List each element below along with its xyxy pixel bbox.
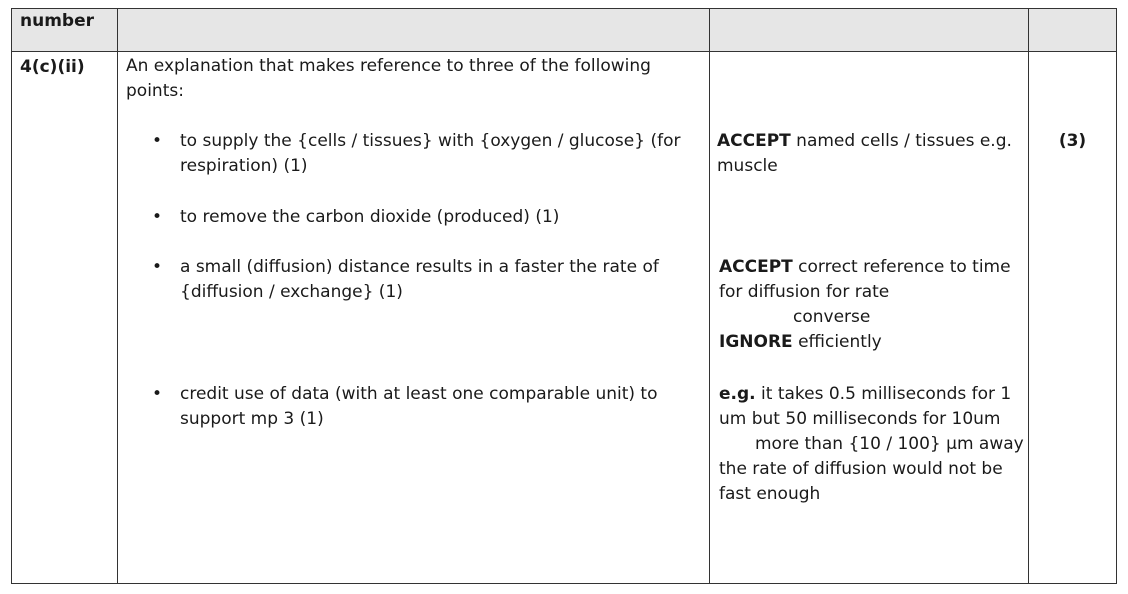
mark-value: (3) — [1058, 131, 1087, 151]
question-number: 4(c)(ii) — [20, 57, 85, 77]
guidance-keyword: e.g. — [719, 384, 756, 404]
header-cell-answer — [118, 9, 710, 52]
bullet-icon: • — [152, 131, 163, 151]
answer-bullet-4: credit use of data (with at least one comparable unit) to support mp 3 (1) — [180, 384, 658, 429]
guidance-text: correct reference to time for diffusion for rate — [719, 257, 1011, 302]
guidance-keyword: ACCEPT — [717, 131, 791, 151]
guidance-text: it takes 0.5 milliseconds for 1 um but 50 milliseconds for 10um — [719, 384, 1012, 429]
bullet-icon: • — [152, 207, 163, 227]
marks-cell — [1029, 52, 1117, 584]
guidance-cell — [710, 52, 1029, 584]
bullet-icon: • — [152, 384, 163, 404]
guidance-keyword: IGNORE — [719, 332, 793, 352]
table-row — [12, 52, 1117, 584]
guidance-converse: converse — [793, 307, 871, 327]
answer-bullet-3: a small (diffusion) distance results in a faster the rate of {diffusion / exchange} (1) — [180, 257, 659, 302]
header-cell-question-number — [12, 9, 118, 52]
guidance-text: more than {10 / 100} μm away — [755, 434, 1024, 454]
mark-scheme-table — [11, 8, 1117, 584]
answer-bullet-2: to remove the carbon dioxide (produced) (1) — [180, 207, 560, 227]
guidance-accept-1 — [717, 129, 1022, 179]
answer-bullet-1: to supply the {cells / tissues} with {oxygen / glucose} (for respiration) (1) — [180, 131, 681, 176]
bullet-icon: • — [152, 257, 163, 277]
header-cell-guidance — [710, 9, 1029, 52]
guidance-text: the rate of diffusion would not be fast enough — [719, 459, 1003, 504]
header-cell-marks — [1029, 9, 1117, 52]
answer-cell — [118, 52, 710, 584]
header-label-number: number — [20, 11, 95, 31]
guidance-text: efficiently — [792, 332, 882, 352]
table-header-row — [12, 9, 1117, 52]
answer-intro: An explanation that makes reference to three of the following points: — [126, 56, 651, 101]
guidance-accept-2 — [719, 255, 1024, 355]
guidance-keyword: ACCEPT — [719, 257, 793, 277]
guidance-example — [719, 382, 1024, 507]
guidance-text: named cells / tissues e.g. muscle — [717, 131, 1012, 176]
question-number-cell — [12, 52, 118, 584]
